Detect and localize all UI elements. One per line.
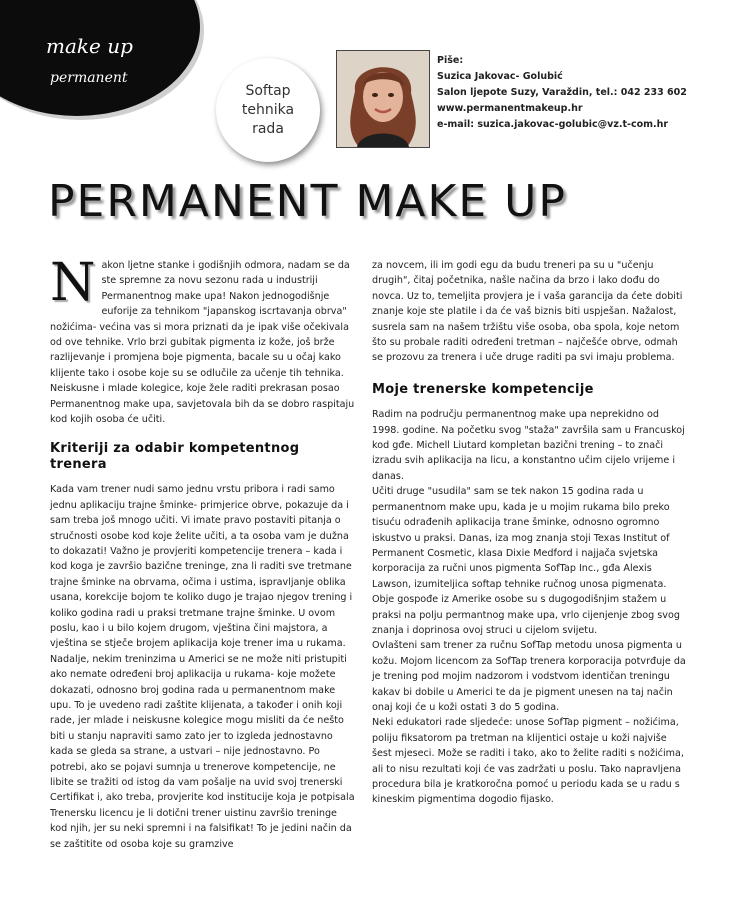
author-salon: Salon ljepote Suzy, Varaždin, tel.: 042 233 602	[437, 87, 687, 98]
section-subtitle: permanent	[50, 70, 128, 86]
criteria-paragraph: Kada vam trener nudi samo jednu vrstu pribora i radi samo jednu aplikaciju trajne šminke- primjerice obrve, pokazuje da i sam treba još mnogo učiti. Vi imate pravo postaviti pitanja o stručnosti osobe kod koje želite učiti, a ta osoba vam je dužna to dokazati! Važno je provjeriti kompetencije trenera – kada i kod koga je završio bazične treninge, zna li raditi sve tretmane trajne šminke na obrvama, očima i ustima, ispravljanje oblika usana, korekcije bojom te koliko dugo je trajao njegov trening i koliko godina radi u praksi tretmane trajne šminke. U ovom poslu, kao i u bilo kojem drugom, vještina čini majstora, a vještina se stječe brojem aplikacija koje trener ima u rukama. Nadalje, nekim treninzima u Americi se ne može niti pristupiti ako nemate određeni broj aplikacija u rukama- koje možete dokazati, odnosno broj godina rada u permanentnom make upu. To je uvedeno radi zaštite klijenata, a također i onih koji rade, jer mlade i neiskusne kolegice mogu misliti da će nešto biti u stanju napraviti samo zato jer to izgleda jednostavno kada se gleda sa strane, a ustvari – nije jednostavno. Po potrebi, ako se pojavi sumnja u trenerove kompetencije, ne libite se tražiti od istog da vam pošalje na uvid svoj trenerski Certifikat i, ako treba, provjerite kod institucije koja je potpisala Trenersku licencu je li dotični trener uistinu završio treninge kod njih, jer su neki spremni i na falsifikat! To je jedini način da se zaštitite od osoba koje su gramzive	[50, 484, 355, 850]
intro-text: akon ljetne stanke i godišnjih odmora, nadam se da ste spremne za novu sezonu rada u industriji Permanentnog make upa! Nakon jednogodišnje euforije za tehnikom "japanskog iscrtavanja obrva" nožićima- većina vas si mora priznati da je ipak više očekivala od ove tehnike. Vrlo brzi gubitak pigmenta iz kože, još brže razlijevanje i promjena boje pigmenta, bacale su u očaj kako klijente tako i osobe koje su se odlučile za učenje tih tehnika. Neiskusne i mlade kolegice, koje žele raditi prekrasan posao Permanentnog make upa, savjetovala bih da se dobro raspitaju kod kojih osoba će učiti.	[50, 260, 355, 426]
intro-paragraph	[50, 253, 356, 427]
portrait-image	[337, 51, 429, 147]
competencies-paragraph-2: Učiti druge "usudila" sam se tek nakon 15 godina rada u permanentnom make upu, kada je u mojim rukama bilo preko tisuću odrađenih aplikacija trane šminke, odnosno ogromno iskustvo u praksi. Danas, iza mog znanja stoji Texas Institut of Permanent Cosmetic, klasa Dixie Medford i najjača svjetska korporacija za ručni unos pigmenta SofTap Inc., gđa Alexis Lawson, izumiteljica softap tehnike ručnog unosa pigmenata. Obje gospođe iz Amerike osobe su s dugogodišnjim stažem u praksi na polju permantnog make upa, vrlo cijenjenje zbog svog znanja i doprinosa ovoj struci u cijelom svijetu.	[372, 486, 680, 636]
article-column-left	[50, 253, 356, 852]
section-heading-criteria: Kriteriji za odabir kompetentnog trenera	[50, 441, 300, 472]
section-heading-competencies: Moje trenerske kompetencije	[372, 381, 594, 397]
drop-cap: N	[50, 253, 96, 313]
author-website[interactable]: www.permanentmakeup.hr	[437, 103, 583, 114]
continuation-paragraph: za novcem, ili im godi egu da budu treneri pa su u "učenju drugih", čitaj početnika, našle načina da brzo i lako dođu do novca. Uz to, temeljita provjera je i vaša garancija da ćete dobiti znanje koje ste platile i da će vaš biznis biti uspješan. Nažalost, susrela sam na našem tržištu više osoba, oba spola, koje netom što su probale raditi određeni tretman – najčešće obrve, odmah se prozovu za trenera i uče druge raditi pa svi imaju problema.	[372, 260, 683, 364]
article-column-right	[372, 258, 686, 808]
author-photo	[336, 50, 430, 148]
article-headline: PERMANENT MAKE UP	[48, 176, 567, 227]
competencies-paragraph-1: Radim na području permanentnog make upa neprekidno od 1998. godine. Na početku svog "staža" završila sam u Francuskoj kod gđe. Michell Liutard kompletan bazični trening – to znači izradu svih aplikacija na licu, a konstantno učim cijelo vrijeme i danas.	[372, 409, 685, 482]
competencies-paragraph-3: Ovlašteni sam trener za ručnu SofTap metodu unosa pigmenta u kožu. Mojom licencom za SofTap trenera korporacija potvrđuje da je trening pod mojim nadzorom i vodstvom identičan treningu kakav bi dobile u Americi te da je pigment unesen na taj način onaj koji će u koži ostati 3 do 5 godina.	[372, 640, 686, 713]
section-title: make up	[46, 34, 133, 58]
competencies-paragraph-4: Neki edukatori rade sljedeće: unose SofTap pigment – nožićima, poliju fiksatorom pa tretman na klijentici ostaje u koži najviše šest mjeseci. Može se raditi i tako, ako to želite raditi s nožićima, ali to nisu rezultati koji će vas zadržati u poslu. Tako napravljena procedura bila je kratkoročna pomoć u periodu kada se u radu s kineskim pigmentima dogodio fijasko.	[372, 717, 684, 806]
author-label: Piše:	[437, 55, 464, 66]
author-name: Suzica Jakovac- Golubić	[437, 71, 563, 82]
corner-circle	[0, 0, 200, 116]
softap-badge	[216, 58, 320, 162]
badge-line-3: rada	[252, 120, 284, 137]
badge-line-1: Softap	[245, 82, 291, 99]
author-info	[437, 53, 687, 133]
author-email[interactable]: e-mail: suzica.jakovac-golubic@vz.t-com.hr	[437, 119, 669, 130]
badge-line-2: tehnika	[241, 101, 295, 118]
